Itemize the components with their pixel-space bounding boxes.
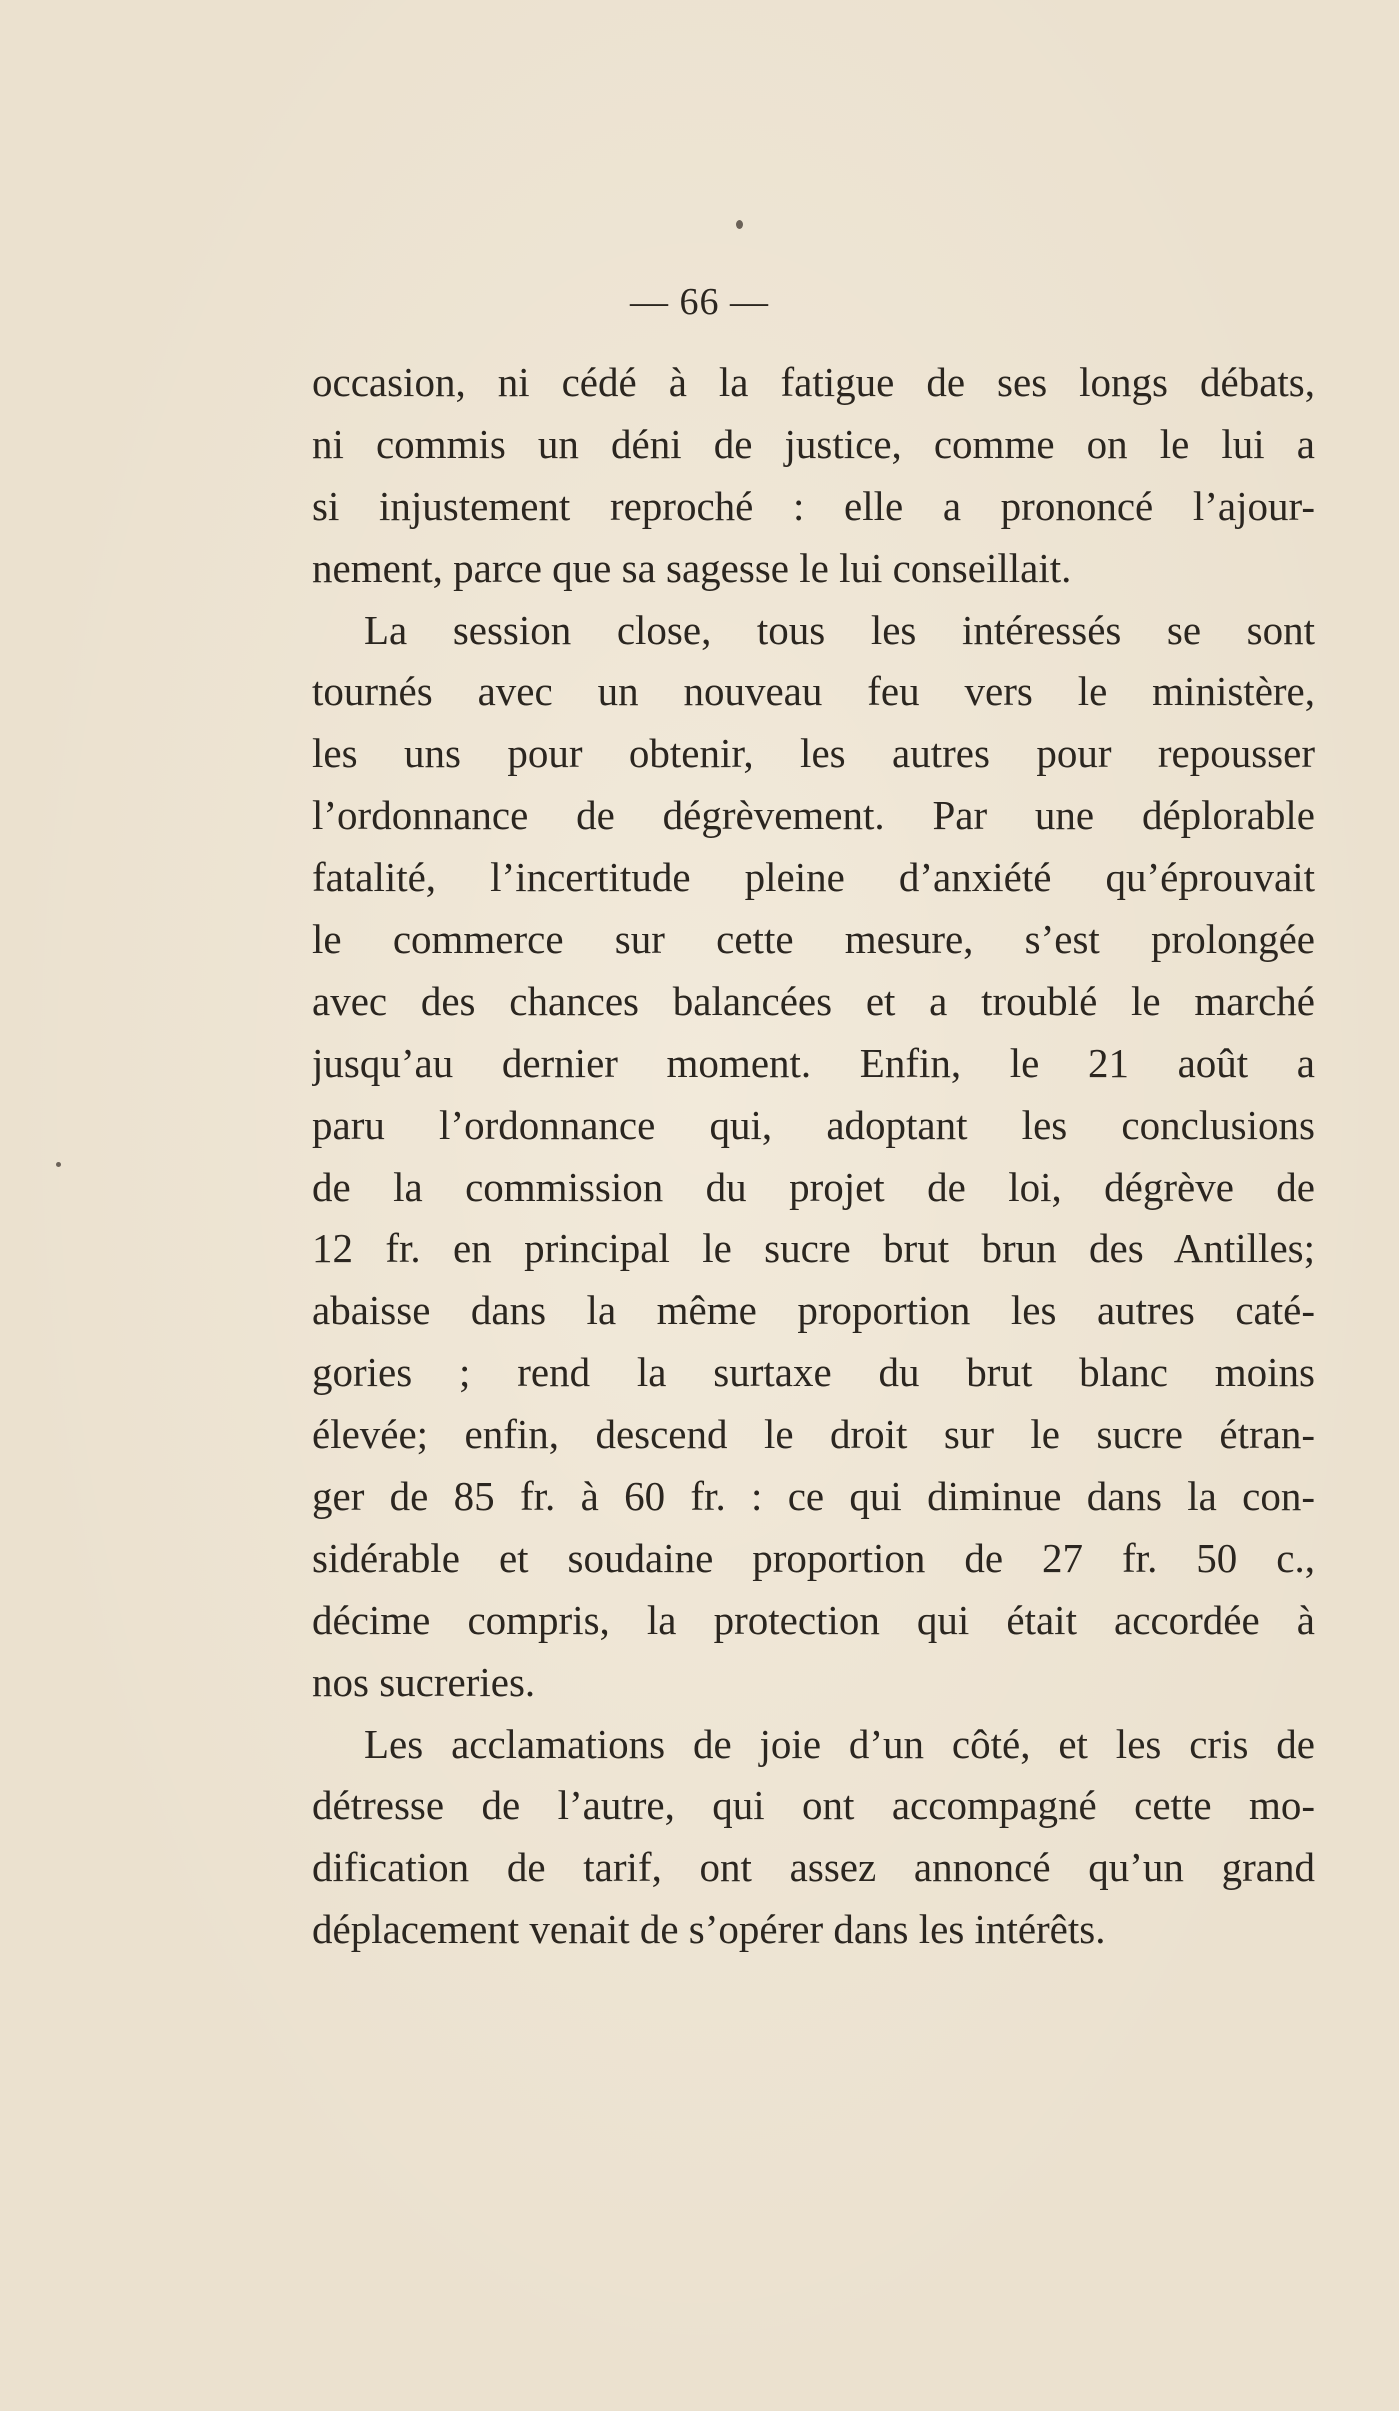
text-line: de la commission du projet de loi, dégrève de bbox=[312, 1163, 1315, 1210]
text-line: paru l’ordonnance qui, adoptant les conclusions bbox=[312, 1101, 1315, 1148]
text-line: La session close, tous les intéressés se sont bbox=[364, 606, 1315, 653]
text-line: nement, parce que sa sagesse le lui conseillait. bbox=[312, 544, 1072, 591]
text-line: jusqu’au dernier moment. Enfin, le 21 août a bbox=[312, 1039, 1315, 1086]
text-line: sidérable et soudaine proportion de 27 fr. 50 c., bbox=[312, 1534, 1315, 1581]
text-line: gories ; rend la surtaxe du brut blanc moins bbox=[312, 1349, 1315, 1396]
text-line: occasion, ni cédé à la fatigue de ses longs débats, bbox=[312, 359, 1315, 405]
text-line: ger de 85 fr. à 60 fr. : ce qui diminue dans la con- bbox=[312, 1473, 1315, 1520]
page-number: — 66 — bbox=[630, 281, 769, 323]
text-line: tournés avec un nouveau feu vers le ministère, bbox=[312, 668, 1315, 715]
text-line: détresse de l’autre, qui ont accompagné cette mo- bbox=[312, 1782, 1315, 1829]
text-line: si injustement reproché : elle a prononcé l’ajour- bbox=[312, 482, 1315, 529]
text-line: élevée; enfin, descend le droit sur le sucre étran- bbox=[312, 1411, 1315, 1458]
text-line: ni commis un déni de justice, comme on le lui a bbox=[312, 420, 1315, 467]
body-text bbox=[312, 352, 1315, 1961]
ink-speck bbox=[56, 1162, 61, 1167]
text-line: nos sucreries. bbox=[312, 1658, 536, 1705]
text-line: 12 fr. en principal le sucre brut brun des Antilles; bbox=[312, 1225, 1315, 1272]
text-line: les uns pour obtenir, les autres pour repousser bbox=[312, 730, 1315, 777]
text-line: décime compris, la protection qui était accordée à bbox=[312, 1596, 1315, 1643]
text-line: déplacement venait de s’opérer dans les intérêts. bbox=[312, 1906, 1106, 1953]
text-line: Les acclamations de joie d’un côté, et les cris de bbox=[364, 1720, 1315, 1767]
text-line: l’ordonnance de dégrèvement. Par une déplorable bbox=[312, 792, 1315, 839]
text-line: le commerce sur cette mesure, s’est prolongée bbox=[312, 916, 1315, 963]
text-line: avec des chances balancées et a troublé le marché bbox=[312, 977, 1315, 1024]
text-line: dification de tarif, ont assez annoncé qu’un grand bbox=[312, 1844, 1315, 1891]
ink-speck bbox=[736, 220, 743, 229]
text-line: abaisse dans la même proportion les autres caté- bbox=[312, 1287, 1315, 1334]
text-line: fatalité, l’incertitude pleine d’anxiété qu’éprouvait bbox=[312, 854, 1315, 901]
